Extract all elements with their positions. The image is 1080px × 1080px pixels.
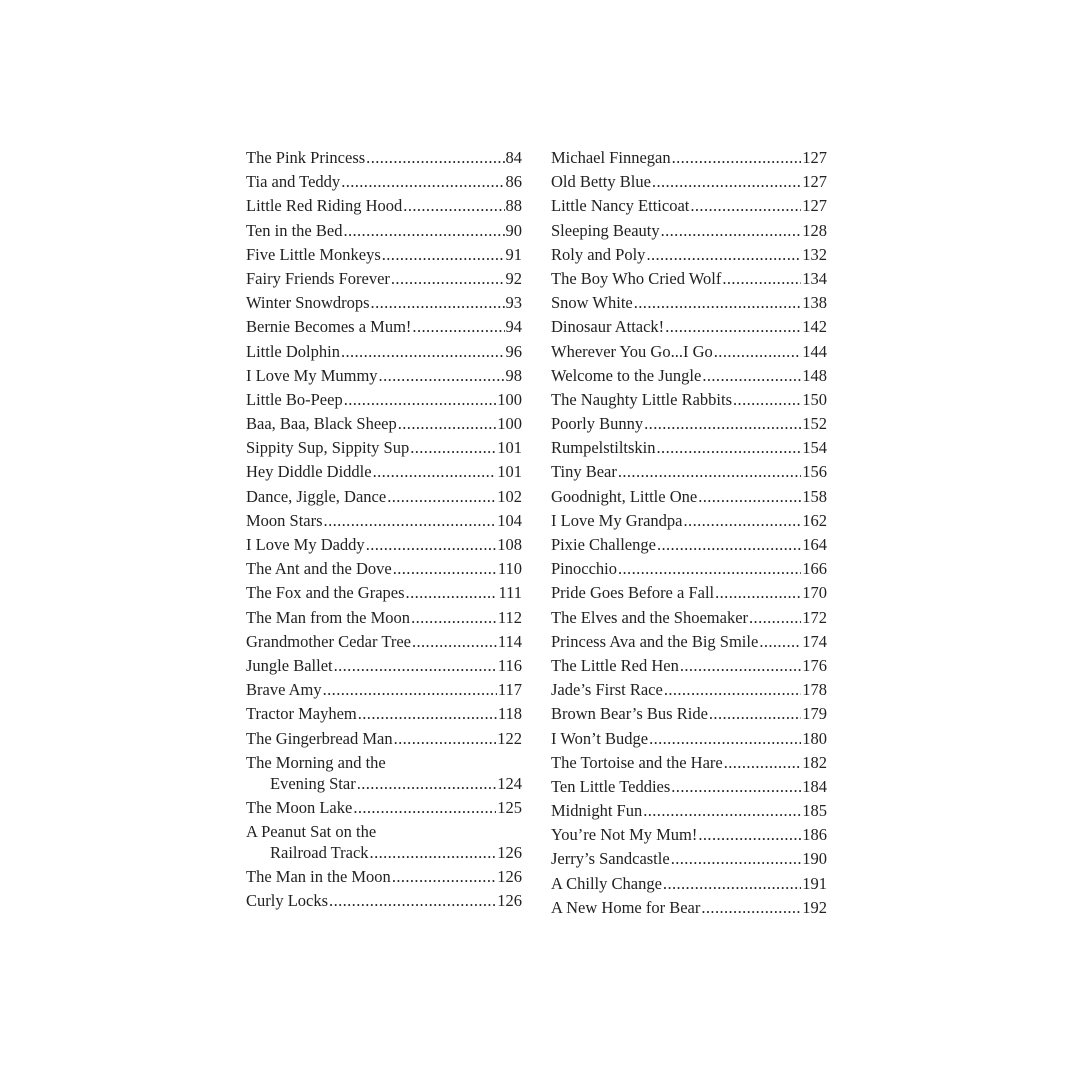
toc-entry-page: 170: [802, 583, 827, 603]
toc-entry-title: Michael Finnegan: [551, 148, 671, 167]
dot-leader: [341, 170, 504, 194]
toc-entry-title: Tractor Mayhem: [246, 704, 357, 724]
toc-entry-page: 126: [497, 842, 522, 862]
toc-entry: [246, 606, 522, 630]
toc-entry-page: 190: [802, 849, 827, 869]
dot-leader: [709, 702, 801, 726]
toc-entry: [246, 219, 522, 243]
toc-entry-title: Dance, Jiggle, Dance: [246, 486, 387, 506]
toc-entry-title: I Love My Grandpa: [551, 510, 683, 530]
toc-entry: [551, 436, 827, 460]
dot-leader: [403, 194, 504, 218]
toc-entry: [551, 872, 827, 896]
toc-entry-title: Goodnight, Little One: [551, 486, 698, 506]
toc-entry-page: 150: [802, 389, 827, 409]
toc-entry-title: Midnight Fun: [551, 801, 643, 821]
toc-entry: [551, 364, 827, 388]
dot-leader: [665, 315, 801, 339]
toc-entry-page: 127: [802, 172, 827, 192]
toc-entry-page: 100: [497, 414, 522, 434]
dot-leader: [714, 340, 801, 364]
toc-entry: [246, 194, 522, 218]
toc-entry-page: 186: [802, 825, 827, 845]
toc-entry: [246, 533, 522, 557]
toc-entry: [246, 436, 522, 460]
toc-entry-title: Winter Snowdrops: [246, 293, 370, 313]
toc-entry-title: Baa, Baa, Black Sheep: [246, 414, 397, 434]
toc-entry-page: 185: [802, 801, 827, 821]
toc-entry-title: The Fox and the Grapes: [246, 583, 405, 603]
toc-entry-page: 100: [497, 389, 522, 409]
toc-entry: [551, 194, 827, 218]
toc-entry-title: Moon Stars: [246, 510, 323, 530]
toc-entry-page: 138: [802, 293, 827, 313]
toc-entry-page: 92: [505, 268, 522, 288]
toc-entry-page: 180: [802, 728, 827, 748]
toc-entry-page: 84: [505, 148, 522, 167]
dot-leader: [657, 436, 802, 460]
contents-column-right: [551, 146, 827, 920]
toc-entry-page: 152: [802, 414, 827, 434]
toc-entry-title: The Boy Who Cried Wolf: [551, 268, 722, 288]
toc-entry: [246, 630, 522, 654]
toc-entry-title: The Moon Lake: [246, 797, 353, 817]
dot-leader: [644, 412, 801, 436]
toc-entry-page: 111: [498, 583, 522, 603]
toc-entry-page: 191: [802, 873, 827, 893]
toc-entry: [551, 340, 827, 364]
toc-entry: [246, 146, 522, 170]
toc-entry: [246, 557, 522, 581]
toc-entry-page: 126: [497, 891, 522, 911]
toc-entry-title: The Pink Princess: [246, 148, 366, 167]
toc-entry-page: 172: [802, 607, 827, 627]
toc-entry-page: 114: [497, 631, 522, 651]
toc-entry-page: 144: [802, 341, 827, 361]
toc-entry-title: The Ant and the Dove: [246, 559, 392, 579]
toc-entry-title: Sippity Sup, Sippity Sup: [246, 438, 410, 458]
toc-entry-title: A Peanut Sat on the: [246, 821, 377, 841]
toc-entry-page: 148: [802, 365, 827, 385]
toc-entry: [246, 412, 522, 436]
toc-entry-page: 164: [802, 535, 827, 554]
toc-entry: [246, 581, 522, 605]
dot-leader: [690, 194, 801, 218]
dot-leader: [643, 799, 801, 823]
dot-leader: [698, 485, 801, 509]
toc-entry-page: 128: [802, 220, 827, 240]
dot-leader: [323, 678, 497, 702]
toc-entry-title: Jerry’s Sandcastle: [551, 849, 670, 869]
toc-entry-page: 90: [505, 220, 522, 240]
toc-entry: [246, 364, 522, 388]
toc-entry: [246, 170, 522, 194]
toc-entry: [246, 702, 522, 726]
toc-entry-page: 93: [505, 293, 522, 313]
toc-entry: [551, 847, 827, 871]
toc-entry-title: Brave Amy: [246, 680, 322, 700]
dot-leader: [406, 581, 498, 605]
toc-entry: [551, 460, 827, 484]
toc-entry-page: 132: [802, 244, 827, 264]
dot-leader: [663, 872, 801, 896]
toc-entry-page: 88: [505, 196, 522, 216]
toc-entry-title: Tiny Bear: [551, 462, 617, 482]
toc-entry: [551, 557, 827, 581]
toc-entry-title: Ten in the Bed: [246, 220, 343, 240]
toc-entry-page: 184: [802, 776, 827, 796]
toc-entry-title: A New Home for Bear: [551, 897, 701, 917]
dot-leader: [671, 775, 801, 799]
toc-entry-title: Snow White: [551, 293, 633, 313]
toc-entry-title: The Little Red Hen: [551, 655, 679, 675]
toc-entry-page: 117: [497, 680, 522, 700]
toc-entry-page: 125: [497, 797, 522, 817]
toc-entry-title: I Won’t Budge: [551, 728, 649, 748]
toc-entry-title: Jade’s First Race: [551, 680, 663, 700]
toc-entry-title: Pixie Challenge: [551, 535, 656, 554]
toc-entry-page: 102: [497, 486, 522, 506]
toc-entry: [551, 291, 827, 315]
dot-leader: [701, 896, 801, 920]
toc-entry-page: 174: [802, 631, 827, 651]
toc-entry-title: Pride Goes Before a Fall: [551, 583, 715, 603]
toc-entry-title: Brown Bear’s Bus Ride: [551, 704, 708, 724]
toc-entry: [551, 630, 827, 654]
toc-entry-page: 127: [802, 196, 827, 216]
toc-entry-page: 178: [802, 680, 827, 700]
toc-entry: [246, 340, 522, 364]
toc-entry-title: Hey Diddle Diddle: [246, 462, 372, 482]
toc-entry-title: Little Red Riding Hood: [246, 196, 403, 216]
toc-entry-title: You’re Not My Mum!: [551, 825, 698, 845]
dot-leader: [379, 364, 505, 388]
toc-entry: [246, 727, 522, 751]
toc-entry: [551, 702, 827, 726]
toc-entry-page: 122: [497, 728, 522, 748]
toc-entry: [246, 485, 522, 509]
toc-entry-title: Ten Little Teddies: [551, 776, 671, 796]
dot-leader: [373, 460, 497, 484]
dot-leader: [334, 654, 497, 678]
toc-entry-page: 179: [802, 704, 827, 724]
dot-leader: [387, 485, 496, 509]
toc-entry: [246, 865, 522, 889]
toc-entry: [551, 243, 827, 267]
dot-leader: [343, 219, 504, 243]
toc-entry: [551, 267, 827, 291]
dot-leader: [329, 889, 496, 913]
toc-entry: [246, 388, 522, 412]
dot-leader: [393, 557, 497, 581]
dot-leader: [652, 170, 801, 194]
dot-leader: [391, 267, 505, 291]
toc-entry-title: Grandmother Cedar Tree: [246, 631, 411, 651]
toc-entry-title: Dinosaur Attack!: [551, 317, 665, 337]
toc-entry-page: 166: [802, 559, 827, 579]
toc-entry-page: 158: [802, 486, 827, 506]
dot-leader: [412, 630, 497, 654]
toc-entry: [246, 460, 522, 484]
toc-entry-page: 154: [802, 438, 827, 458]
toc-entry-page: 112: [497, 607, 522, 627]
dot-leader: [392, 865, 496, 889]
toc-entry-title: Little Bo-Peep: [246, 389, 343, 409]
dot-leader: [759, 630, 801, 654]
toc-entry-title: Roly and Poly: [551, 244, 646, 264]
toc-entry-page: 118: [497, 704, 522, 724]
dot-leader: [411, 606, 497, 630]
toc-entry-title: Sleeping Beauty: [551, 220, 660, 240]
toc-entry: [246, 243, 522, 267]
toc-entry-title: I Love My Daddy: [246, 535, 365, 554]
toc-entry: [551, 170, 827, 194]
toc-entry-page: 142: [802, 317, 827, 337]
toc-entry: [551, 412, 827, 436]
toc-entry-title: Wherever You Go...I Go: [551, 341, 713, 361]
toc-entry-page: 192: [802, 897, 827, 917]
toc-entry-page: 126: [497, 866, 522, 886]
dot-leader: [398, 412, 497, 436]
toc-entry: [246, 678, 522, 702]
toc-entry: [246, 654, 522, 678]
toc-entry-title: A Chilly Change: [551, 873, 662, 893]
dot-leader: [344, 388, 497, 412]
toc-entry-page: 96: [505, 341, 522, 361]
dot-leader: [657, 533, 801, 557]
toc-entry-title: Curly Locks: [246, 891, 329, 911]
toc-entry: [551, 727, 827, 751]
toc-entry-title: Little Dolphin: [246, 341, 340, 361]
dot-leader: [412, 315, 504, 339]
toc-entry-title: Fairy Friends Forever: [246, 268, 390, 288]
toc-entry-title: The Elves and the Shoemaker: [551, 607, 749, 627]
toc-entry: [551, 146, 827, 170]
contents-column-left: [246, 146, 522, 913]
toc-entry-page: 127: [802, 148, 827, 167]
dot-leader: [634, 291, 802, 315]
dot-leader: [715, 581, 801, 605]
toc-entry: [246, 315, 522, 339]
dot-leader: [722, 267, 801, 291]
toc-entry-title: The Naughty Little Rabbits: [551, 389, 733, 409]
toc-entry-title: Bernie Becomes a Mum!: [246, 317, 412, 337]
toc-entry-page: 104: [497, 510, 522, 530]
toc-entry-page: 94: [505, 317, 522, 337]
toc-entry-page: 162: [802, 510, 827, 530]
toc-entry: [551, 509, 827, 533]
dot-leader: [733, 388, 801, 412]
toc-entry-title: The Gingerbread Man: [246, 728, 393, 748]
toc-entry-title: Little Nancy Etticoat: [551, 196, 690, 216]
dot-leader: [366, 146, 504, 170]
toc-entry-page: 116: [497, 655, 522, 675]
dot-leader: [353, 796, 496, 820]
dot-leader: [649, 727, 801, 751]
dot-leader: [664, 678, 801, 702]
toc-entry-title: Pinocchio: [551, 559, 617, 579]
toc-entry-page: 124: [497, 773, 522, 793]
toc-entry-title: I Love My Mummy: [246, 365, 378, 385]
toc-entry-page: 98: [505, 365, 522, 385]
toc-entry: [551, 606, 827, 630]
toc-entry: [551, 533, 827, 557]
toc-entry: [551, 896, 827, 920]
toc-entry-page: 108: [497, 535, 522, 554]
toc-entry: [551, 581, 827, 605]
dot-leader: [371, 291, 505, 315]
dot-leader: [324, 509, 497, 533]
toc-entry: [551, 485, 827, 509]
dot-leader: [672, 146, 802, 170]
toc-entry-title-continued: Evening Star: [270, 773, 356, 793]
dot-leader: [358, 702, 497, 726]
toc-entry-page: 91: [505, 244, 522, 264]
toc-entry-title: Poorly Bunny: [551, 414, 644, 434]
dot-leader: [646, 243, 801, 267]
toc-entry: [551, 799, 827, 823]
toc-entry: [246, 751, 522, 796]
toc-entry-title: The Man from the Moon: [246, 607, 411, 627]
toc-entry-title: Old Betty Blue: [551, 172, 651, 192]
toc-entry: [551, 388, 827, 412]
toc-entry: [246, 267, 522, 291]
toc-entry-title: The Morning and the: [246, 752, 386, 772]
toc-entry: [551, 751, 827, 775]
dot-leader: [357, 772, 497, 796]
toc-entry: [246, 796, 522, 820]
dot-leader: [724, 751, 802, 775]
dot-leader: [341, 340, 505, 364]
toc-entry-title: Jungle Ballet: [246, 655, 333, 675]
dot-leader: [618, 557, 801, 581]
toc-entry-title: Tia and Teddy: [246, 172, 341, 192]
dot-leader: [366, 533, 497, 557]
toc-entry-page: 176: [802, 655, 827, 675]
toc-entry-title-continued: Railroad Track: [270, 842, 369, 862]
toc-entry-title: The Tortoise and the Hare: [551, 752, 723, 772]
toc-entry: [246, 291, 522, 315]
toc-entry-page: 156: [802, 462, 827, 482]
dot-leader: [680, 654, 801, 678]
toc-entry: [246, 820, 522, 865]
toc-entry-page: 134: [802, 268, 827, 288]
toc-entry-page: 101: [497, 462, 522, 482]
toc-entry-title: Rumpelstiltskin: [551, 438, 656, 458]
toc-entry-title: Princess Ava and the Big Smile: [551, 631, 759, 651]
dot-leader: [671, 847, 802, 871]
dot-leader: [684, 509, 802, 533]
toc-entry-title: Five Little Monkeys: [246, 244, 381, 264]
dot-leader: [618, 460, 801, 484]
dot-leader: [702, 364, 801, 388]
toc-entry-title: Welcome to the Jungle: [551, 365, 702, 385]
dot-leader: [382, 243, 505, 267]
dot-leader: [394, 727, 497, 751]
toc-entry: [551, 654, 827, 678]
dot-leader: [370, 841, 497, 865]
toc-entry-page: 101: [497, 438, 522, 458]
dot-leader: [661, 219, 802, 243]
toc-entry: [551, 315, 827, 339]
toc-entry: [551, 678, 827, 702]
dot-leader: [410, 436, 496, 460]
toc-entry: [551, 823, 827, 847]
dot-leader: [698, 823, 801, 847]
toc-entry: [246, 889, 522, 913]
toc-entry: [551, 219, 827, 243]
dot-leader: [749, 606, 801, 630]
toc-entry: [246, 509, 522, 533]
toc-entry-title: The Man in the Moon: [246, 866, 391, 886]
toc-entry: [551, 775, 827, 799]
toc-entry-page: 86: [505, 172, 522, 192]
toc-entry-page: 182: [802, 752, 827, 772]
toc-entry-page: 110: [497, 559, 522, 579]
